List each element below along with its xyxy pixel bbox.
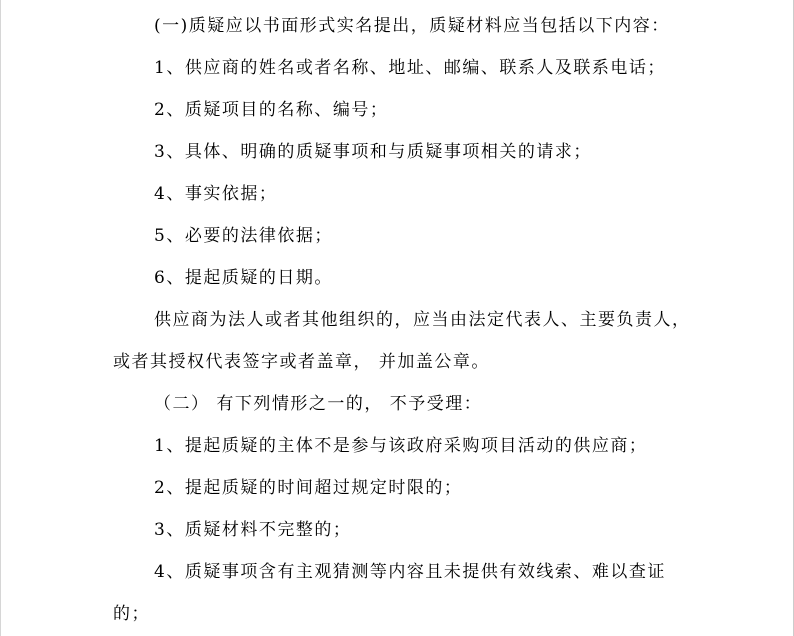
doc-line: 1、供应商的姓名或者名称、地址、邮编、联系人及联系电话； xyxy=(154,58,666,78)
doc-line: 1、提起质疑的主体不是参与该政府采购项目活动的供应商； xyxy=(154,436,648,456)
doc-line: 3、具体、明确的质疑事项和与质疑事项相关的请求； xyxy=(154,142,592,162)
doc-line: 4、质疑事项含有主观猜测等内容且未提供有效线索、难以查证 xyxy=(154,562,666,582)
doc-line: （二） 有下列情形之一的， 不予受理： xyxy=(154,394,483,414)
doc-line: 供应商为法人或者其他组织的，应当由法定代表人、主要负责人， xyxy=(154,310,691,330)
document-body xyxy=(1,0,793,635)
doc-line: 3、质疑材料不完整的； xyxy=(154,520,352,540)
doc-line: 2、提起质疑的时间超过规定时限的； xyxy=(154,478,463,498)
doc-line: 的； xyxy=(113,604,150,624)
doc-line: 2、质疑项目的名称、编号； xyxy=(154,100,389,120)
doc-line: (一)质疑应以书面形式实名提出，质疑材料应当包括以下内容： xyxy=(154,16,670,36)
doc-line: 6、提起质疑的日期。 xyxy=(154,268,333,288)
doc-line: 5、必要的法律依据； xyxy=(154,226,333,246)
doc-line: 或者其授权代表签字或者盖章， 并加盖公章。 xyxy=(113,352,490,372)
doc-line: 4、事实依据； xyxy=(154,184,278,204)
